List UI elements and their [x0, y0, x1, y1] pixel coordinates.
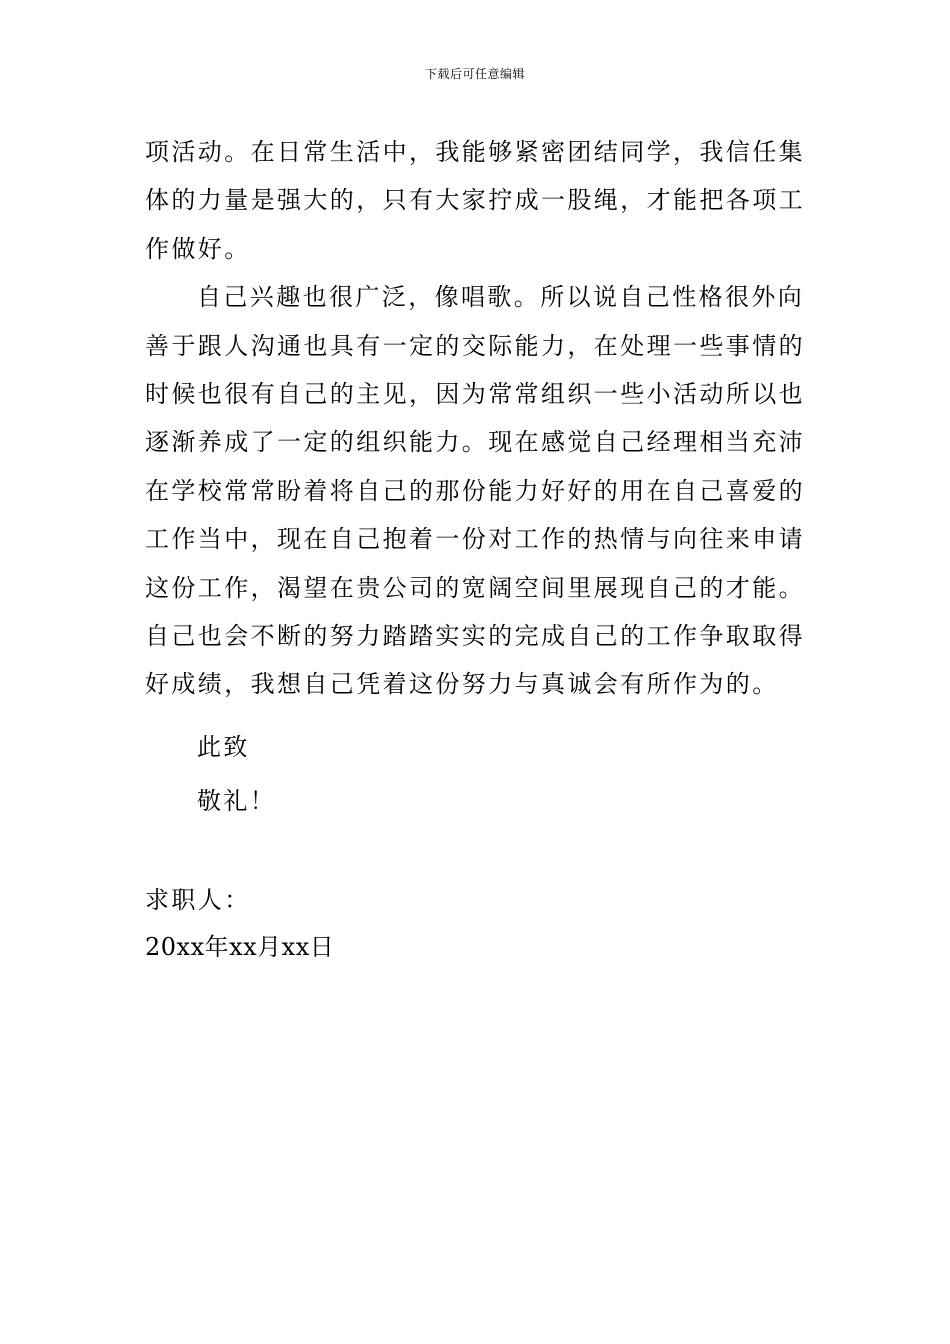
paragraph-2-line: 在学校常常盼着将自己的那份能力好好的用在自己喜爱的: [145, 476, 805, 505]
closing-salutation-2: 敬礼！: [197, 787, 277, 815]
paragraph-2-line: 自己兴趣也很广泛，像唱歌。所以说自己性格很外向: [197, 283, 805, 312]
paragraph-1-line: 体的力量是强大的，只有大家拧成一股绳，才能把各项工: [145, 186, 805, 215]
paragraph-2-line: 时候也很有自己的主见，因为常常组织一些小活动所以也: [145, 380, 805, 409]
closing-salutation-1: 此致: [197, 733, 250, 761]
paragraph-2-line: 自己也会不断的努力踏踏实实的完成自己的工作争取取得: [145, 622, 805, 651]
letter-body: [145, 128, 815, 709]
letter-date: 20xx年xx月xx日: [145, 933, 335, 961]
paragraph-2-line: 工作当中，现在自己抱着一份对工作的热情与向往来申请: [145, 525, 805, 554]
page-header: 下载后可任意编辑: [424, 67, 525, 81]
paragraph-2-line: 好成绩，我想自己凭着这份努力与真诚会有所作为的。: [145, 670, 779, 699]
paragraph-2-line: 善于跟人沟通也具有一定的交际能力，在处理一些事情的: [145, 331, 805, 360]
paragraph-1-line: 作做好。: [145, 234, 251, 263]
paragraph-2-line: 逐渐养成了一定的组织能力。现在感觉自己经理相当充沛: [145, 428, 805, 457]
paragraph-1-line: 项活动。在日常生活中，我能够紧密团结同学，我信任集: [145, 138, 805, 166]
applicant-label: 求职人：: [145, 886, 251, 914]
paragraph-2-line: 这份工作，渴望在贵公司的宽阔空间里展现自己的才能。: [145, 573, 805, 602]
